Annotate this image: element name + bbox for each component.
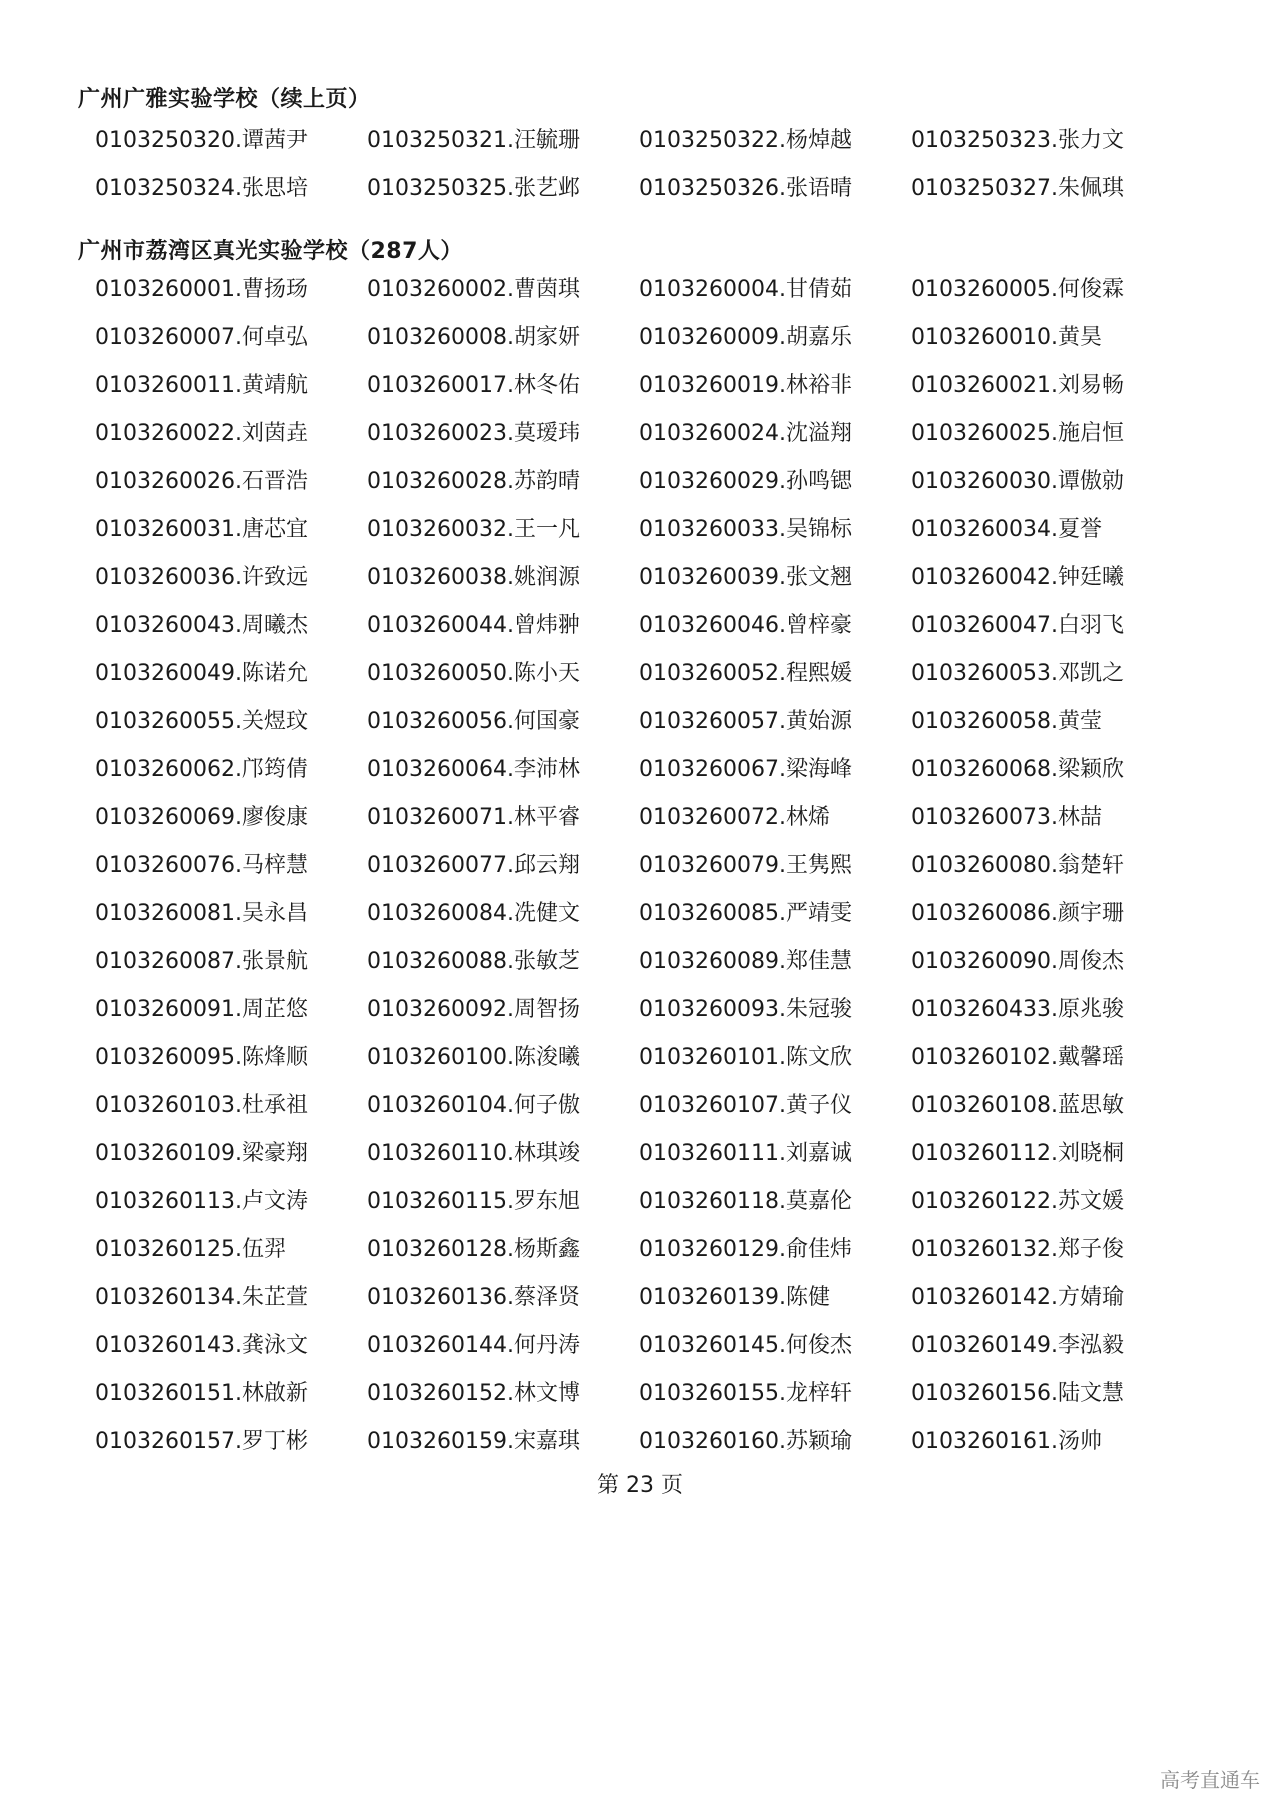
list-row (95, 410, 1215, 458)
list-item: 0103260102.戴馨瑶 (911, 1045, 1124, 1070)
list-row (95, 117, 1215, 165)
list-item: 0103260104.何子傲 (367, 1093, 580, 1118)
list-item: 0103260092.周智扬 (367, 997, 580, 1022)
list-item: 0103260091.周芷悠 (95, 997, 308, 1022)
list-row (95, 1034, 1215, 1082)
list-item: 0103260011.黄靖航 (95, 373, 308, 398)
list-item: 0103260036.许致远 (95, 565, 308, 590)
list-item: 0103250326.张语晴 (639, 176, 852, 201)
list-row (95, 746, 1215, 794)
list-item: 0103260077.邱云翔 (367, 853, 580, 878)
list-item: 0103260023.莫瑷玮 (367, 421, 580, 446)
list-item: 0103250322.杨焯越 (639, 128, 852, 153)
list-item: 0103260100.陈浚曦 (367, 1045, 580, 1070)
list-item: 0103260028.苏韵晴 (367, 469, 580, 494)
list-row (95, 1226, 1215, 1274)
list-item: 0103260122.苏文媛 (911, 1189, 1124, 1214)
list-item: 0103260161.汤帅 (911, 1429, 1102, 1454)
list-item: 0103260115.罗东旭 (367, 1189, 580, 1214)
list-item: 0103260056.何国豪 (367, 709, 580, 734)
list-item: 0103250323.张力文 (911, 128, 1124, 153)
list-item: 0103260008.胡家妍 (367, 325, 580, 350)
list-item: 0103260068.梁颖欣 (911, 757, 1124, 782)
list-row (95, 266, 1215, 314)
list-row (95, 1130, 1215, 1178)
list-item: 0103260087.张景航 (95, 949, 308, 974)
list-item: 0103260103.杜承祖 (95, 1093, 308, 1118)
list-item: 0103260079.王隽熙 (639, 853, 852, 878)
list-item: 0103260080.翁楚轩 (911, 853, 1124, 878)
list-item: 0103260112.刘晓桐 (911, 1141, 1124, 1166)
list-item: 0103260010.黄昊 (911, 325, 1102, 350)
list-item: 0103260107.黄子仪 (639, 1093, 852, 1118)
list-item: 0103260090.周俊杰 (911, 949, 1124, 974)
list-item: 0103260050.陈小天 (367, 661, 580, 686)
list-item: 0103260072.林烯 (639, 805, 830, 830)
list-row (95, 842, 1215, 890)
list-item: 0103260113.卢文涛 (95, 1189, 308, 1214)
list-item: 0103260145.何俊杰 (639, 1333, 852, 1358)
list-row (95, 986, 1215, 1034)
list-row (95, 1178, 1215, 1226)
list-item: 0103260049.陈诺允 (95, 661, 308, 686)
list-item: 0103260134.朱芷萱 (95, 1285, 308, 1310)
list-item: 0103260088.张敏芝 (367, 949, 580, 974)
list-item: 0103260076.马梓慧 (95, 853, 308, 878)
list-row (95, 794, 1215, 842)
list-item: 0103260139.陈健 (639, 1285, 830, 1310)
list-item: 0103260085.严靖雯 (639, 901, 852, 926)
list-item: 0103260025.施启恒 (911, 421, 1124, 446)
list-item: 0103260160.苏颖瑜 (639, 1429, 852, 1454)
list-item: 0103260142.方婧瑜 (911, 1285, 1124, 1310)
list-item: 0103260047.白羽飞 (911, 613, 1124, 638)
list-item: 0103250321.汪毓珊 (367, 128, 580, 153)
list-item: 0103260053.邓凯之 (911, 661, 1124, 686)
list-row (95, 1274, 1215, 1322)
list-row (95, 314, 1215, 362)
list-item: 0103260081.吴永昌 (95, 901, 308, 926)
list-item: 0103260001.曹扬玚 (95, 277, 308, 302)
list-item: 0103260071.林平睿 (367, 805, 580, 830)
list-item: 0103260067.梁海峰 (639, 757, 852, 782)
list-row (95, 1370, 1215, 1418)
watermark: 高考直通车 (1160, 1768, 1260, 1792)
section-title: 广州市荔湾区真光实验学校（287人） (78, 239, 463, 264)
list-item: 0103250327.朱佩琪 (911, 176, 1124, 201)
list-item: 0103260019.林裕非 (639, 373, 852, 398)
list-item: 0103260101.陈文欣 (639, 1045, 852, 1070)
list-item: 0103260073.林喆 (911, 805, 1102, 830)
list-item: 0103260005.何俊霖 (911, 277, 1124, 302)
list-item: 0103260143.龚泳文 (95, 1333, 308, 1358)
list-item: 0103260136.蔡泽贤 (367, 1285, 580, 1310)
list-item: 0103260021.刘易畅 (911, 373, 1124, 398)
list-row (95, 362, 1215, 410)
section-title: 广州广雅实验学校（续上页） (78, 87, 371, 112)
list-item: 0103260064.李沛林 (367, 757, 580, 782)
list-item: 0103260044.曾炜翀 (367, 613, 580, 638)
page-number: 第 23 页 (597, 1473, 683, 1498)
list-item: 0103260084.冼健文 (367, 901, 580, 926)
list-row (95, 1082, 1215, 1130)
list-item: 0103260069.廖俊康 (95, 805, 308, 830)
list-item: 0103260093.朱冠骏 (639, 997, 852, 1022)
list-item: 0103260086.颜宇珊 (911, 901, 1124, 926)
list-item: 0103260151.林啟新 (95, 1381, 308, 1406)
list-item: 0103260152.林文博 (367, 1381, 580, 1406)
list-item: 0103260110.林琪竣 (367, 1141, 580, 1166)
list-item: 0103260129.俞佳炜 (639, 1237, 852, 1262)
list-item: 0103260007.何卓弘 (95, 325, 308, 350)
list-item: 0103260043.周曦杰 (95, 613, 308, 638)
list-item: 0103260108.蓝思敏 (911, 1093, 1124, 1118)
list-row (95, 890, 1215, 938)
list-row (95, 938, 1215, 986)
list-item: 0103250324.张思培 (95, 176, 308, 201)
list-item: 0103260149.李泓毅 (911, 1333, 1124, 1358)
list-item: 0103260058.黄莹 (911, 709, 1102, 734)
list-item: 0103260024.沈溢翔 (639, 421, 852, 446)
list-item: 0103260118.莫嘉伦 (639, 1189, 852, 1214)
list-row (95, 602, 1215, 650)
list-row (95, 458, 1215, 506)
list-row (95, 1322, 1215, 1370)
list-row (95, 506, 1215, 554)
list-item: 0103260055.关煜玟 (95, 709, 308, 734)
list-item: 0103260057.黄始源 (639, 709, 852, 734)
list-item: 0103260125.伍羿 (95, 1237, 286, 1262)
list-row (95, 650, 1215, 698)
list-row (95, 698, 1215, 746)
list-item: 0103260004.甘倩茹 (639, 277, 852, 302)
list-item: 0103260039.张文翘 (639, 565, 852, 590)
list-item: 0103260033.吴锦标 (639, 517, 852, 542)
list-item: 0103260128.杨斯鑫 (367, 1237, 580, 1262)
list-item: 0103260089.郑佳慧 (639, 949, 852, 974)
list-item: 0103260052.程熙媛 (639, 661, 852, 686)
list-row (95, 1418, 1215, 1466)
list-item: 0103260022.刘茵垚 (95, 421, 308, 446)
list-item: 0103260026.石晋浩 (95, 469, 308, 494)
list-item: 0103260159.宋嘉琪 (367, 1429, 580, 1454)
list-item: 0103260095.陈烽顺 (95, 1045, 308, 1070)
list-item: 0103260031.唐芯宜 (95, 517, 308, 542)
list-item: 0103260009.胡嘉乐 (639, 325, 852, 350)
list-item: 0103260042.钟廷曦 (911, 565, 1124, 590)
list-item: 0103260155.龙梓轩 (639, 1381, 852, 1406)
student-list (95, 266, 1215, 1466)
list-item: 0103260017.林冬佑 (367, 373, 580, 398)
list-row (95, 554, 1215, 602)
list-item: 0103260032.王一凡 (367, 517, 580, 542)
list-item: 0103260157.罗丁彬 (95, 1429, 308, 1454)
student-list (95, 117, 1215, 213)
list-item: 0103260433.原兆骏 (911, 997, 1124, 1022)
list-item: 0103260109.梁豪翔 (95, 1141, 308, 1166)
list-item: 0103260156.陆文慧 (911, 1381, 1124, 1406)
list-item: 0103260132.郑子俊 (911, 1237, 1124, 1262)
list-item: 0103260038.姚润源 (367, 565, 580, 590)
list-item: 0103250320.谭茜尹 (95, 128, 308, 153)
list-item: 0103260111.刘嘉诚 (639, 1141, 852, 1166)
list-row (95, 165, 1215, 213)
list-item: 0103260002.曹茵琪 (367, 277, 580, 302)
list-item: 0103260034.夏誉 (911, 517, 1102, 542)
list-item: 0103260144.何丹涛 (367, 1333, 580, 1358)
list-item: 0103260046.曾梓豪 (639, 613, 852, 638)
list-item: 0103260030.谭傲勍 (911, 469, 1124, 494)
list-item: 0103260062.邝筠倩 (95, 757, 308, 782)
list-item: 0103250325.张艺邺 (367, 176, 580, 201)
list-item: 0103260029.孙鸣锶 (639, 469, 852, 494)
